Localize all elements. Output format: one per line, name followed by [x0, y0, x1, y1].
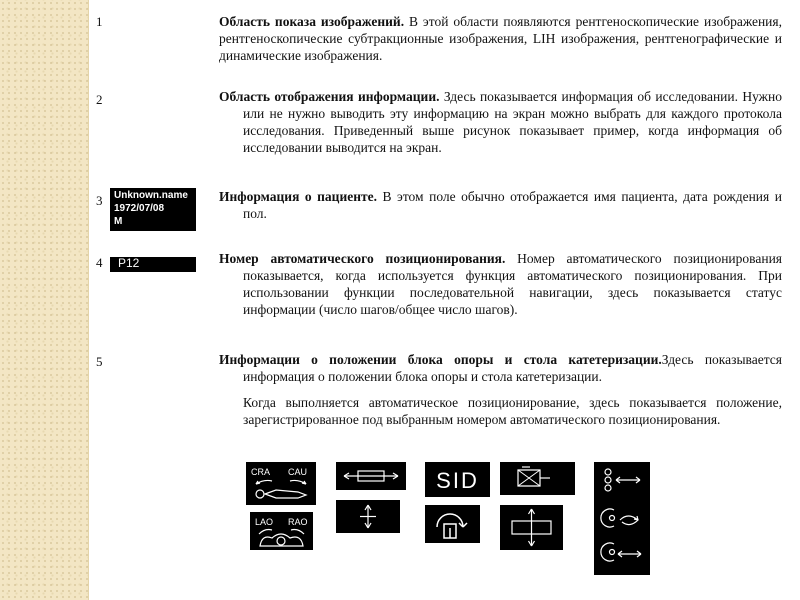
lao-label: LAO [255, 517, 274, 527]
item-1-text: В этой области появляются рентгеноскопические изображения, рентгеноскопические субтракционные изображения, LIH изображения, рентгенографические и динамические изображения. [219, 14, 782, 63]
item-4-description [219, 250, 782, 318]
cau-label: CAU [288, 467, 308, 477]
collimator-icon [500, 462, 575, 495]
item-5-paragraph-2: Когда выполняется автоматическое позиционирование, здесь показывается положение, зарегистрированное под выбранным номером автоматического позиционирования. [243, 395, 782, 427]
rao-label: RAO [288, 517, 308, 527]
item-2-text: Здесь показывается информация об исследовании. Нужно или не нужно выводить эту информацию на экран можно выбрать для каждого протокола исследования. Приведенный выше рисунок показывает пример, когда информация об исследовании выводится на экран. [243, 89, 782, 155]
item-2-description [219, 88, 782, 156]
table-lateral-icon [500, 505, 563, 550]
item-4-title: Номер автоматического позиционирования. [219, 251, 506, 266]
item-3-description [219, 188, 782, 222]
cra-label: CRA [251, 467, 271, 477]
item-number-4: 4 [96, 255, 103, 270]
cra-cau-angle-icon [246, 462, 316, 505]
detector-rotation-icon [425, 505, 480, 543]
patient-birth-date: 1972/07/08 [114, 203, 165, 214]
item-number-2: 2 [96, 92, 103, 107]
item-number-3: 3 [96, 193, 103, 208]
item-2-title: Область отображения информации. [219, 89, 440, 104]
patient-info-badge [110, 188, 196, 231]
item-number-1: 1 [96, 14, 103, 29]
item-4-text: Номер автоматического позиционирования показывается, когда используется функция автоматического позиционирования. При использовании функции последовательной навигации, здесь показывается статус информации (число шагов/общее число шагов). [243, 251, 783, 317]
c-arm-rotation-icons [594, 462, 650, 575]
item-5-text: Здесь показывается информация о положении блока опоры и стола катетеризации. [243, 352, 782, 384]
table-height-icon [336, 500, 400, 533]
sid-label: SID [436, 468, 479, 493]
item-5-description [219, 351, 782, 428]
item-5-title: Информации о положении блока опоры и стола катетеризации. [219, 352, 662, 367]
lao-rao-angle-icon [250, 512, 313, 550]
sid-icon [425, 462, 490, 497]
auto-position-badge: P12 [110, 257, 196, 272]
patient-name: Unknown.name [114, 190, 188, 201]
stripe-divider [88, 0, 89, 600]
item-1-description [219, 13, 782, 64]
patient-sex: M [114, 216, 123, 227]
decorative-side-stripe [0, 0, 88, 600]
item-1-title: Область показа изображений. [219, 14, 405, 29]
item-3-text: В этом поле обычно отображается имя пациента, дата рождения и пол. [243, 189, 782, 221]
table-longitudinal-icon [336, 462, 406, 490]
item-number-5: 5 [96, 354, 103, 369]
item-3-title: Информация о пациенте. [219, 189, 378, 204]
